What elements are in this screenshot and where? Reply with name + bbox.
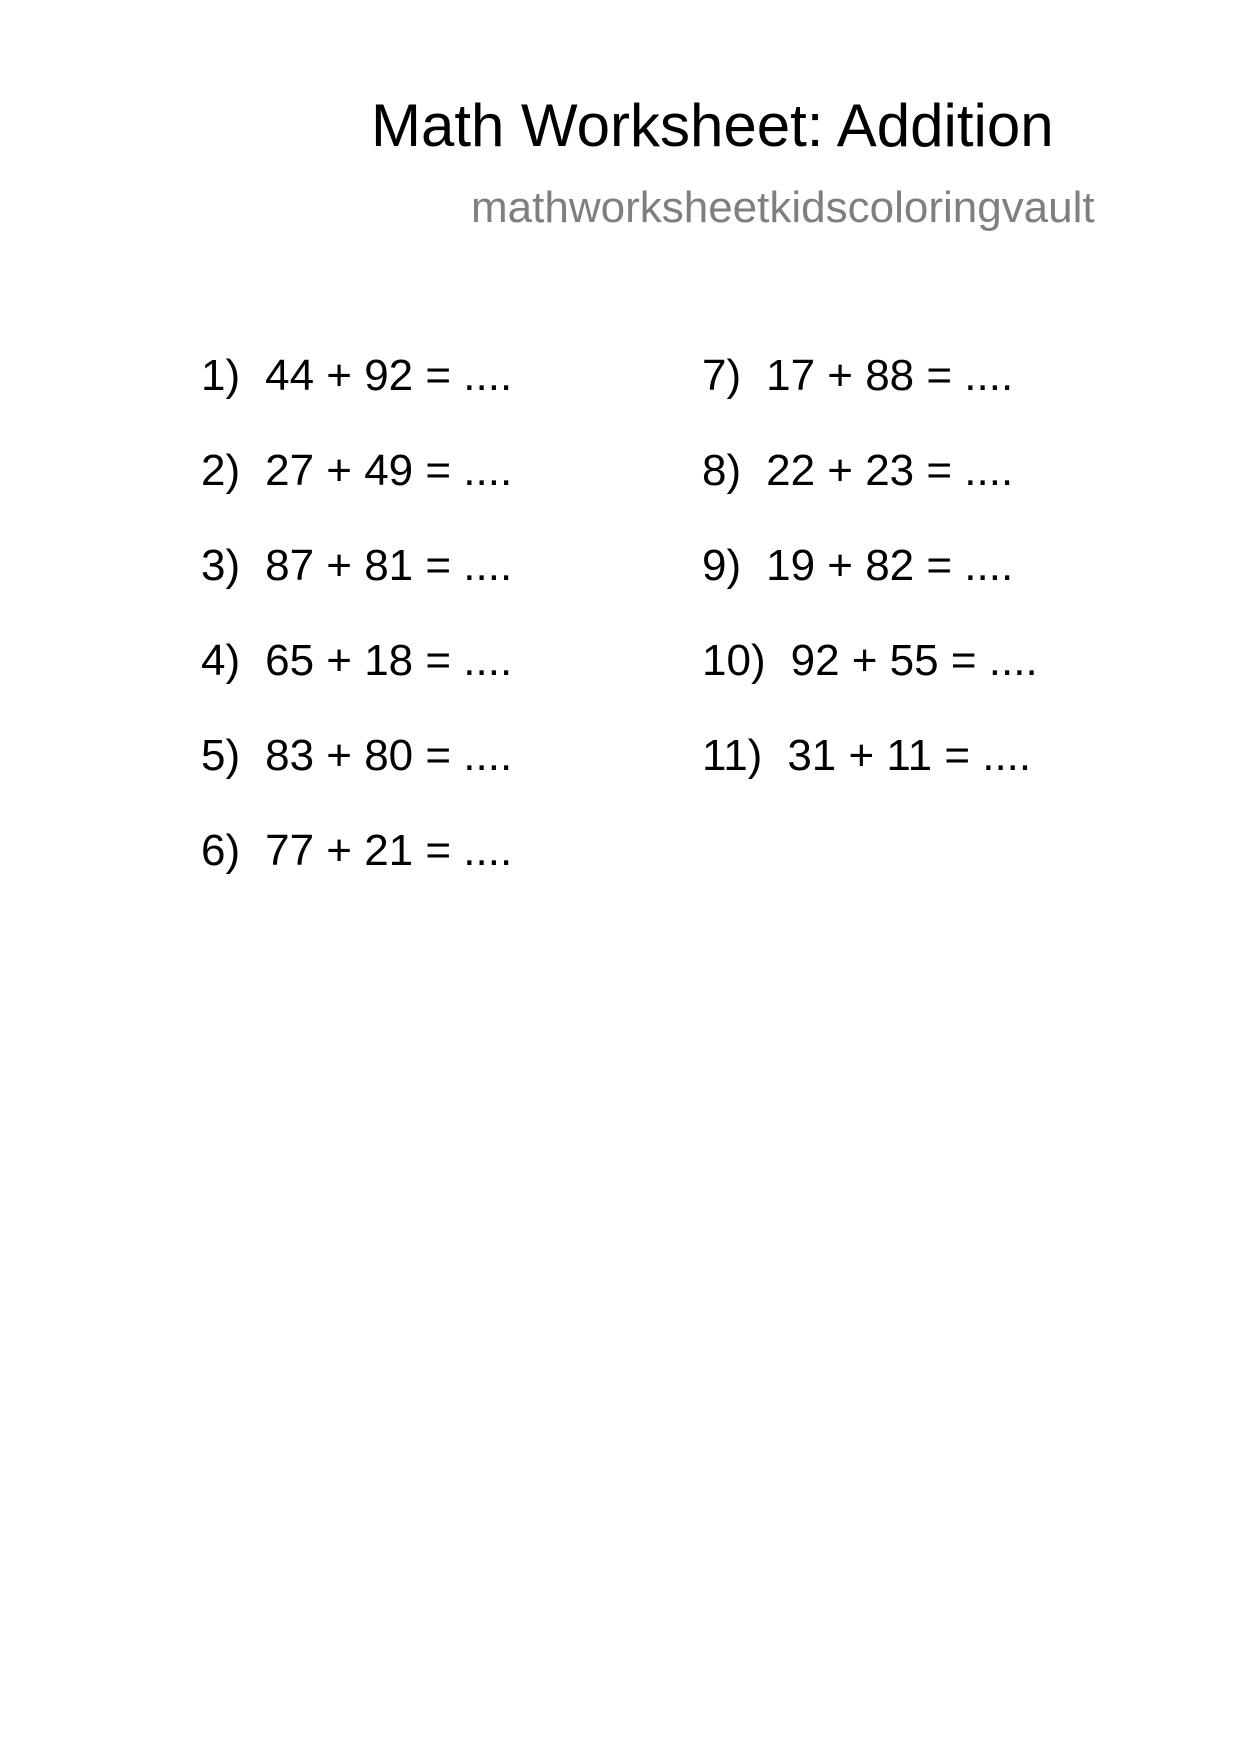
- problem-number: 6): [201, 826, 241, 875]
- problem-9: [702, 541, 1038, 639]
- problem-number: 8): [702, 446, 742, 495]
- problem-expression: 17 + 88 = ....: [766, 351, 1014, 400]
- problem-8: [702, 446, 1038, 544]
- problem-expression: 83 + 80 = ....: [265, 731, 513, 780]
- problem-3: [201, 541, 513, 639]
- problem-expression: 27 + 49 = ....: [265, 446, 513, 495]
- problem-expression: 31 + 11 = ....: [787, 731, 1032, 780]
- problems-column-right: [702, 351, 1038, 829]
- problem-5: [201, 731, 513, 829]
- problem-7: [702, 351, 1038, 449]
- problem-10: [702, 636, 1038, 734]
- problem-expression: 87 + 81 = ....: [265, 541, 513, 590]
- problem-expression: 19 + 82 = ....: [766, 541, 1014, 590]
- problem-number: 10): [702, 636, 766, 685]
- problems-column-left: [201, 351, 513, 924]
- problem-number: 9): [702, 541, 742, 590]
- site-watermark-text: mathworksheetkidscoloringvault: [471, 183, 1095, 232]
- problem-4: [201, 636, 513, 734]
- problem-expression: 22 + 23 = ....: [766, 446, 1014, 495]
- problem-number: 2): [201, 446, 241, 495]
- problem-number: 4): [201, 636, 241, 685]
- problem-6: [201, 826, 513, 924]
- page-title: Math Worksheet: Addition: [371, 92, 1054, 159]
- problem-1: [201, 351, 513, 449]
- problem-number: 11): [702, 731, 763, 780]
- problem-expression: 77 + 21 = ....: [265, 826, 513, 875]
- problem-number: 3): [201, 541, 241, 590]
- problem-2: [201, 446, 513, 544]
- problem-number: 5): [201, 731, 241, 780]
- problem-number: 1): [201, 351, 241, 400]
- problem-number: 7): [702, 351, 742, 400]
- problem-expression: 92 + 55 = ....: [790, 636, 1038, 685]
- problem-11: [702, 731, 1038, 829]
- problem-expression: 44 + 92 = ....: [265, 351, 513, 400]
- problem-expression: 65 + 18 = ....: [265, 636, 513, 685]
